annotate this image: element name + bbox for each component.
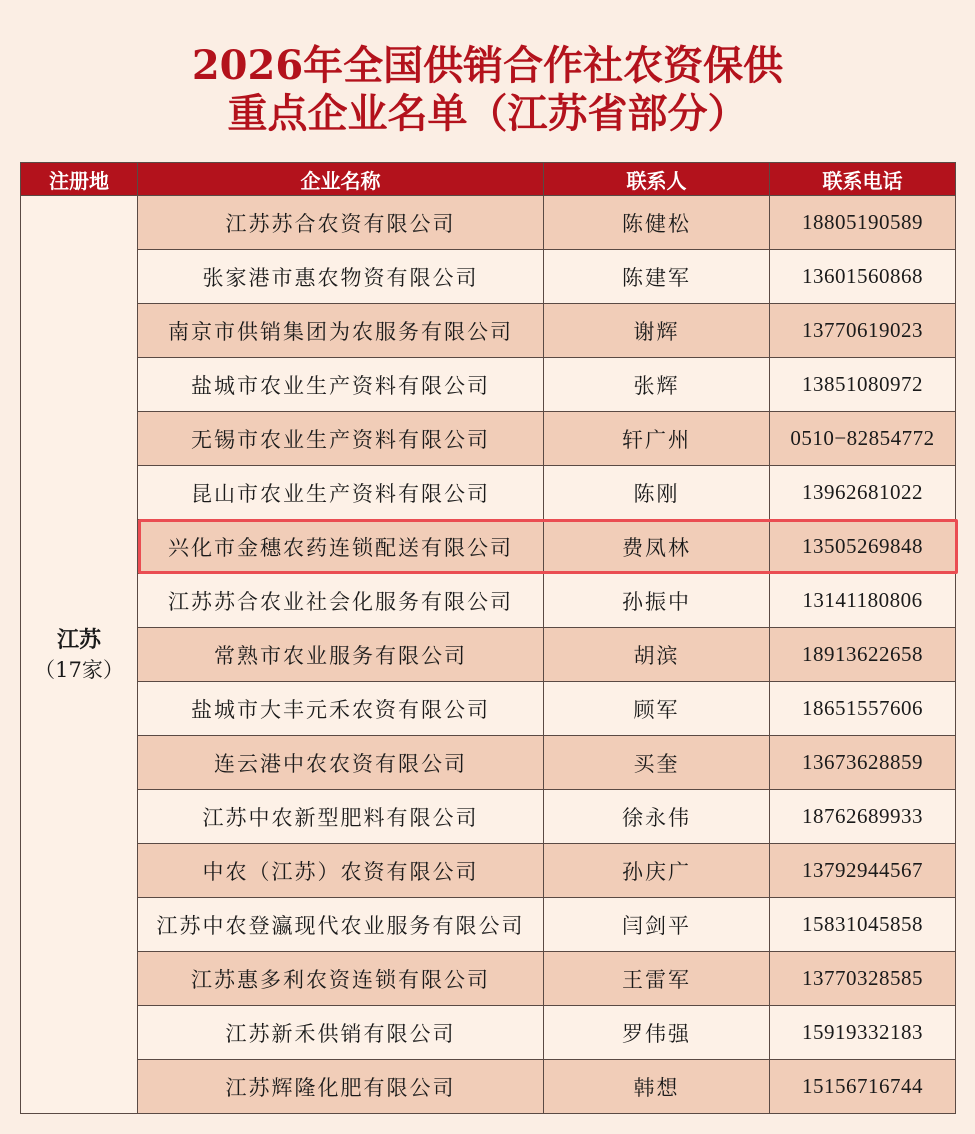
- company-cell: 江苏辉隆化肥有限公司: [138, 1060, 544, 1114]
- table-row: [21, 736, 956, 790]
- phone-cell: 0510−82854772: [770, 412, 956, 466]
- company-cell: 张家港市惠农物资有限公司: [138, 250, 544, 304]
- table-row: [21, 844, 956, 898]
- table-row: [21, 682, 956, 736]
- table-row: [21, 628, 956, 682]
- contact-cell: 胡滨: [544, 628, 770, 682]
- table-header-row: [21, 163, 956, 196]
- table-row: [21, 952, 956, 1006]
- company-cell: 盐城市农业生产资料有限公司: [138, 358, 544, 412]
- contact-cell: 谢辉: [544, 304, 770, 358]
- table-row: [21, 1006, 956, 1060]
- contact-cell: 张辉: [544, 358, 770, 412]
- header-contact: 联系人: [544, 163, 770, 196]
- title-line-1: 2026年全国供销合作社农资保供: [191, 42, 784, 89]
- table-row: [21, 1060, 956, 1114]
- phone-cell: 18651557606: [770, 682, 956, 736]
- company-cell: 昆山市农业生产资料有限公司: [138, 466, 544, 520]
- company-cell: 江苏惠多利农资连锁有限公司: [138, 952, 544, 1006]
- table-row: [21, 574, 956, 628]
- phone-cell: 18913622658: [770, 628, 956, 682]
- phone-cell: 13792944567: [770, 844, 956, 898]
- company-cell: 江苏中农新型肥料有限公司: [138, 790, 544, 844]
- phone-cell: 15156716744: [770, 1060, 956, 1114]
- company-cell: 兴化市金穗农药连锁配送有限公司: [138, 520, 544, 574]
- table-row: [21, 466, 956, 520]
- contact-cell: 徐永伟: [544, 790, 770, 844]
- contact-cell: 王雷军: [544, 952, 770, 1006]
- company-cell: 无锡市农业生产资料有限公司: [138, 412, 544, 466]
- phone-cell: 18805190589: [770, 196, 956, 250]
- table-row: [21, 196, 956, 250]
- header-region: 注册地: [21, 163, 138, 196]
- contact-cell: 陈刚: [544, 466, 770, 520]
- contact-cell: 顾军: [544, 682, 770, 736]
- table-body: [21, 196, 956, 1114]
- company-cell: 江苏新禾供销有限公司: [138, 1006, 544, 1060]
- table-row: [21, 412, 956, 466]
- company-cell: 江苏苏合农资有限公司: [138, 196, 544, 250]
- title-line-2: 重点企业名单（江苏省部分）: [227, 90, 748, 137]
- company-cell: 江苏苏合农业社会化服务有限公司: [138, 574, 544, 628]
- table-row: [21, 358, 956, 412]
- phone-cell: 15919332183: [770, 1006, 956, 1060]
- page-title: [0, 42, 975, 138]
- contact-cell: 孙庆广: [544, 844, 770, 898]
- table-row: [21, 250, 956, 304]
- contact-cell: 买奎: [544, 736, 770, 790]
- enterprise-table: [20, 162, 956, 1114]
- contact-cell: 陈健松: [544, 196, 770, 250]
- phone-cell: 13673628859: [770, 736, 956, 790]
- phone-cell: 13770328585: [770, 952, 956, 1006]
- table-row: [21, 304, 956, 358]
- region-cell: [21, 196, 138, 1114]
- phone-cell: 13601560868: [770, 250, 956, 304]
- contact-cell: 孙振中: [544, 574, 770, 628]
- phone-cell: 13505269848: [770, 520, 956, 574]
- contact-cell: 罗伟强: [544, 1006, 770, 1060]
- table-row: [21, 520, 956, 574]
- contact-cell: 费凤林: [544, 520, 770, 574]
- company-cell: 南京市供销集团为农服务有限公司: [138, 304, 544, 358]
- company-cell: 常熟市农业服务有限公司: [138, 628, 544, 682]
- phone-cell: 18762689933: [770, 790, 956, 844]
- phone-cell: 13851080972: [770, 358, 956, 412]
- contact-cell: 闫剑平: [544, 898, 770, 952]
- header-phone: 联系电话: [770, 163, 956, 196]
- contact-cell: 陈建军: [544, 250, 770, 304]
- company-cell: 江苏中农登瀛现代农业服务有限公司: [138, 898, 544, 952]
- company-cell: 连云港中农农资有限公司: [138, 736, 544, 790]
- company-cell: 盐城市大丰元禾农资有限公司: [138, 682, 544, 736]
- header-company: 企业名称: [138, 163, 544, 196]
- region-name: 江苏: [56, 626, 101, 653]
- contact-cell: 轩广州: [544, 412, 770, 466]
- phone-cell: 13962681022: [770, 466, 956, 520]
- region-count: （17家）: [34, 657, 124, 682]
- phone-cell: 15831045858: [770, 898, 956, 952]
- table-row: [21, 790, 956, 844]
- phone-cell: 13141180806: [770, 574, 956, 628]
- contact-cell: 韩想: [544, 1060, 770, 1114]
- company-cell: 中农（江苏）农资有限公司: [138, 844, 544, 898]
- table-row: [21, 898, 956, 952]
- phone-cell: 13770619023: [770, 304, 956, 358]
